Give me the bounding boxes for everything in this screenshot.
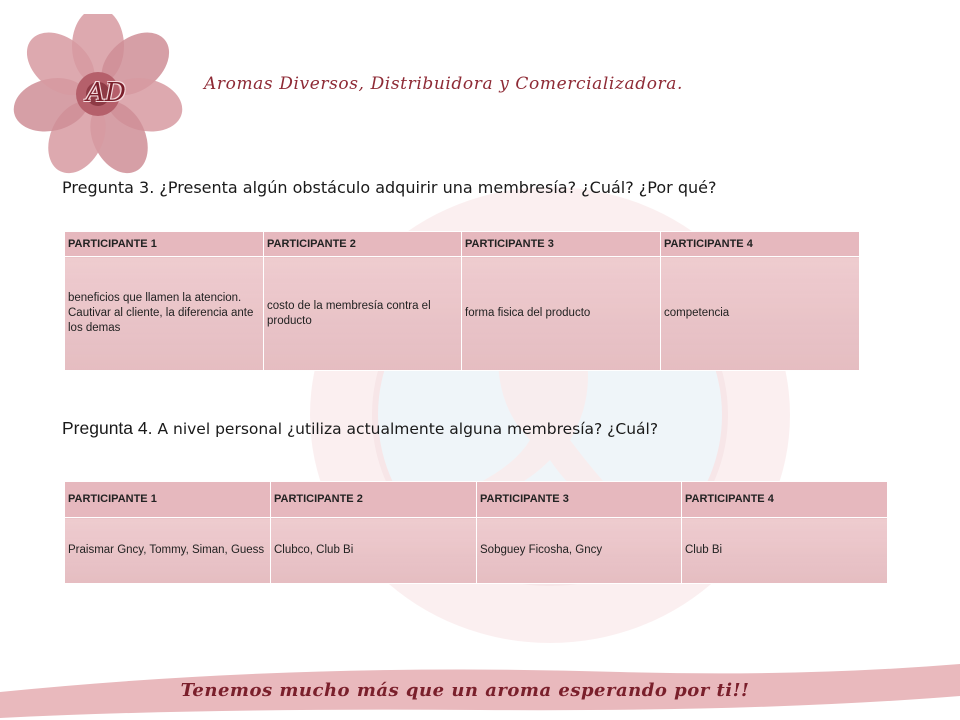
table-header-cell: PARTICIPANTE 1 [65, 482, 271, 518]
question-3-table [64, 231, 860, 371]
table-header-cell: PARTICIPANTE 3 [477, 482, 682, 518]
table-cell: Sobguey Ficosha, Gncy [477, 518, 682, 584]
table-cell: Praismar Gncy, Tommy, Siman, Guess [65, 518, 271, 584]
table-row [65, 518, 888, 584]
table-row [65, 257, 860, 371]
table-header-cell: PARTICIPANTE 3 [462, 232, 661, 257]
question-4-table [64, 481, 888, 584]
question-4-lead: Pregunta 4 [62, 418, 148, 438]
footer-slogan: Tenemos mucho más que un aroma esperando por ti!! [180, 680, 750, 701]
table-header-cell: PARTICIPANTE 1 [65, 232, 264, 257]
table-header-cell: PARTICIPANTE 4 [682, 482, 888, 518]
table-cell: beneficios que llamen la atencion. Cautivar al cliente, la diferencia ante los demas [65, 257, 264, 371]
table-header-cell: PARTICIPANTE 4 [661, 232, 860, 257]
company-name: Aromas Diversos, Distribuidora y Comercializadora. [204, 74, 684, 94]
logo-monogram: AD [86, 78, 126, 108]
table-header-cell: PARTICIPANTE 2 [271, 482, 477, 518]
table-cell: forma fisica del producto [462, 257, 661, 371]
table-cell: competencia [661, 257, 860, 371]
table-header-row [65, 482, 888, 518]
table-cell: costo de la membresía contra el producto [264, 257, 462, 371]
table-header-row [65, 232, 860, 257]
table-cell: Clubco, Club Bi [271, 518, 477, 584]
question-3-text: Pregunta 3. ¿Presenta algún obstáculo adquirir una membresía? ¿Cuál? ¿Por qué? [62, 178, 717, 197]
question-4-text [62, 418, 658, 439]
table-cell: Club Bi [682, 518, 888, 584]
table-header-cell: PARTICIPANTE 2 [264, 232, 462, 257]
question-4-body: . A nivel personal ¿utiliza actualmente alguna membresía? ¿Cuál? [147, 420, 659, 438]
